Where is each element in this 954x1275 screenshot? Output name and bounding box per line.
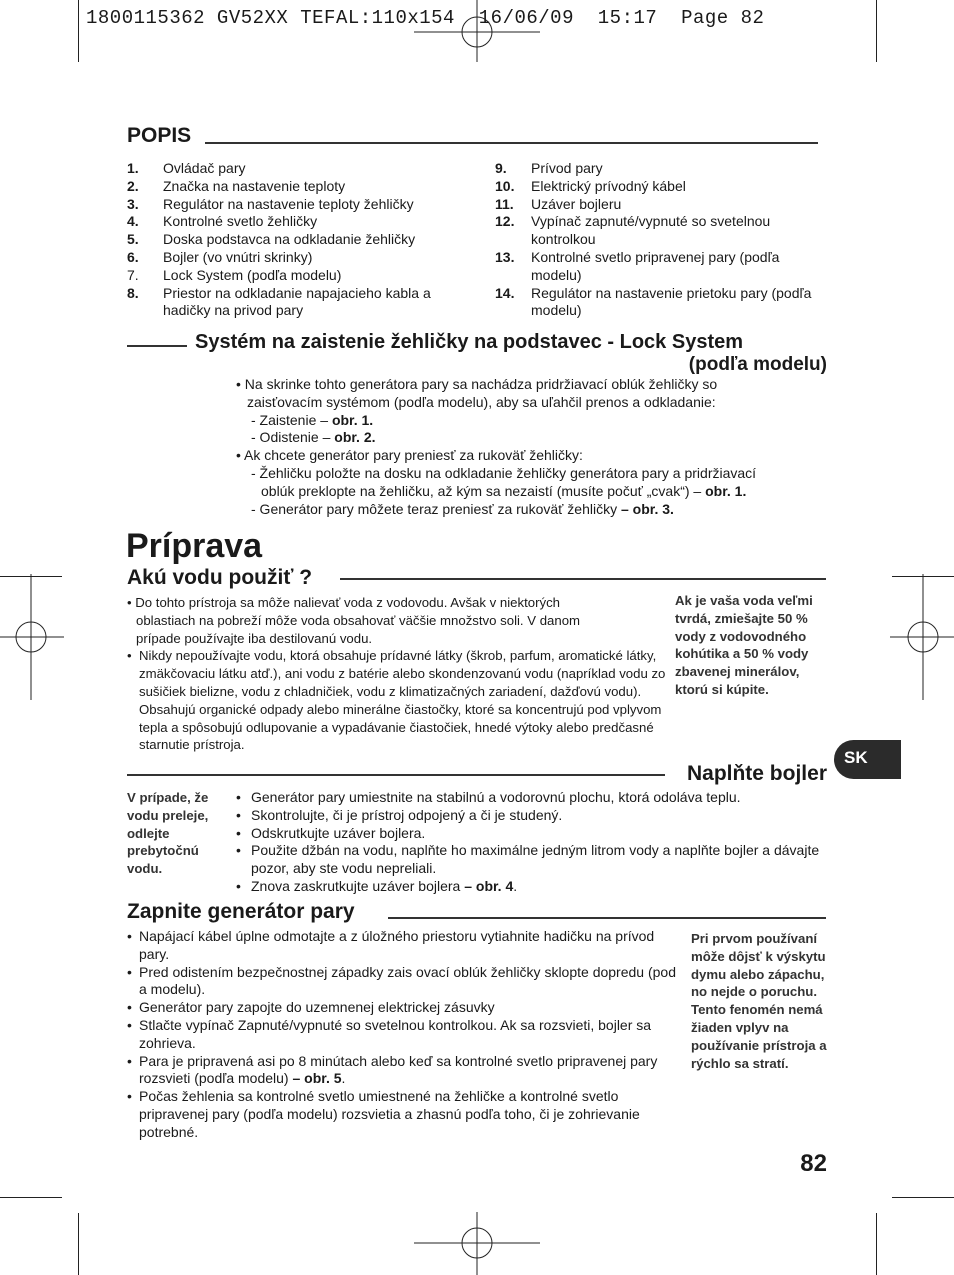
- crop-mark: [78, 0, 79, 62]
- crop-mark: [78, 1213, 79, 1275]
- list-item: 6. Bojler (vo vnútri skrinky): [127, 248, 313, 265]
- list-item: • Odskrutkujte uzáver bojlera.: [236, 824, 426, 841]
- list-item: • Generátor pary zapojte do uzemnenej elektrickej zásuvky: [127, 999, 495, 1016]
- section-rule: [340, 578, 826, 580]
- crop-mark: [892, 1197, 954, 1198]
- list-item: 11. Uzáver bojleru: [495, 195, 622, 212]
- list-item: • Znova zaskrutkujte uzáver bojlera – obr. 4.: [236, 877, 518, 894]
- list-item: • Počas žehlenia sa kontrolné svetlo umiestnené na žehličke a kontrolné svetlo pripravenej pary (podľa modelu) rozsvietia a zhasnú podľa toho, či je zohrievanie potrebné.: [127, 1088, 640, 1140]
- list-item: 3. Regulátor na nastavenie teploty žehličky: [127, 195, 414, 212]
- registration-mark-right: [890, 574, 954, 700]
- section-rule: [205, 142, 818, 144]
- registration-mark-bottom: [414, 1212, 540, 1275]
- section-rule: [127, 345, 187, 347]
- crop-mark: [876, 0, 877, 62]
- registration-mark-left: [0, 574, 64, 700]
- parts-list-left: [127, 160, 467, 320]
- list-item: • Generátor pary umiestnite na stabilnú a vodorovnú plochu, ktorá odoláva teplu.: [236, 789, 741, 805]
- voda-side-note: Ak je vaša voda veľmi tvrdá, zmiešajte 50 % vody z vodovodného kohútika a 50 % vody zbavenej minerálov, ktorú si kúpite.: [675, 593, 813, 697]
- crop-mark: [0, 1197, 62, 1198]
- section-title-popis: POPIS: [127, 124, 192, 147]
- list-item: 2. Značka na nastavenie teploty: [127, 177, 346, 194]
- naplnte-list: [236, 789, 826, 896]
- section-rule: [388, 917, 826, 919]
- voda-text: • Do tohto prístroja sa môže nalievať voda z vodovodu. Avšak v niektorých oblastiach na pobreží môže voda obsahovať väčšie množstvo soli. V danom prípade používajte iba destilovanú vodu. • Nikdy nepoužívajte vodu, ktorá obsahuje prídavné látky (škrob, parfum, aromatické látky, zmäkčovaciu látku atď.), ani vodu z batérie alebo skondenzovanú vodu (napríklad vodu zo sušičiek bielizne, vodu z chladničiek, vodu z klimatizačných zariadení, dažďovú vodu). Obsahujú organické odpady alebo minerálne čiastočky, ktoré sa koncentrujú pod vplyvom tepla a spôsobujú odlupovanie a vypadávanie čiastočiek, hnedé výtoky alebo predčasné starnutie prístroja.: [127, 595, 666, 753]
- list-item: 4. Kontrolné svetlo žehličky: [127, 213, 318, 230]
- section-rule: [127, 774, 665, 776]
- parts-list-right: [495, 160, 825, 320]
- list-item: 12. Vypínač zapnuté/vypnuté so svetelnou kontrolkou: [495, 213, 771, 248]
- naplnte-side-note: V prípade, že vodu preleje, odlejte prebytočnú vodu.: [127, 790, 209, 877]
- language-tab: SK: [834, 740, 901, 779]
- section-title-naplnte: Naplňte bojler: [686, 762, 827, 785]
- zapnite-list: [127, 928, 682, 1142]
- list-item: • Použite džbán na vodu, naplňte ho maximálne jedným litrom vody a naplňte bojler a dávajte pozor, aby ste vodu nepreliali.: [236, 842, 820, 877]
- list-item: 7. Lock System (podľa modelu): [127, 266, 342, 283]
- list-item: • Stlačte vypínač Zapnuté/vypnuté so svetelnou kontrolkou. Ak sa rozsvieti, bojler sa zohrieva.: [127, 1016, 652, 1051]
- list-item: 14. Regulátor na nastavenie prietoku pary (podľa modelu): [495, 284, 812, 319]
- list-item: 10. Elektrický prívodný kábel: [495, 177, 686, 194]
- list-item: • Pred odistením bezpečnostnej západky zais ovací oblúk žehličky sklopte dopredu (pod a modelu).: [127, 963, 676, 998]
- page-title: Príprava: [126, 527, 263, 565]
- list-item: 9. Prívod pary: [495, 160, 603, 176]
- list-item: • Skontrolujte, či je prístroj odpojený a či je studený.: [236, 806, 563, 823]
- list-item: • Para je pripravená asi po 8 minútach alebo keď sa kontrolné svetlo pripravenej pary rozsvieti (podľa modelu) – obr. 5.: [127, 1052, 658, 1087]
- section-title-zapnite: Zapnite generátor pary: [127, 900, 355, 923]
- list-item: 8. Priestor na odkladanie napajacieho kabla a hadičky na privod pary: [127, 284, 431, 319]
- list-item: 5. Doska podstavca na odkladanie žehličky: [127, 231, 416, 248]
- section-title-lock-system: Systém na zaistenie žehličky na podstavec - Lock System: [195, 331, 744, 353]
- lock-system-text: • Na skrinke tohto generátora pary sa nachádza pridržiavací oblúk žehličky so zaisťovacím systémom (podľa modelu), aby sa uľahčil prenos a odkladanie: - Zaistenie – obr. 1. - Odistenie – obr. 2. • Ak chcete generátor pary preniesť za rukoväť žehličky: - Žehličku položte na dosku na odkladanie žehličky generátora pary a pridržiavací oblúk preklopte na žehličku, až kým sa nezaistí (musíte počuť „cvak“) – obr. 1. - Generátor pary môžete teraz preniesť za rukoväť žehličky – obr. 3.: [236, 376, 757, 517]
- section-subtitle: (podľa modelu): [688, 354, 827, 375]
- page-number: 82: [800, 1150, 827, 1177]
- list-item: 13. Kontrolné svetlo pripravenej pary (podľa modelu): [495, 248, 780, 283]
- list-item: 1. Ovládač pary: [127, 160, 246, 176]
- section-title-voda: Akú vodu použiť ?: [127, 566, 313, 589]
- list-item: • Napájací kábel úplne odmotajte a z úložného priestoru vytiahnite hadičku na prívod pary.: [127, 928, 655, 962]
- crop-mark: [876, 1213, 877, 1275]
- print-header: 1800115362 GV52XX TEFAL:110x154 16/06/09 15:17 Page 82: [86, 7, 765, 29]
- zapnite-side-note: Pri prvom používaní môže dôjsť k výskytu dymu alebo zápachu, no nejde o poruchu. Tento fenomén nemá žiaden vplyv na používanie prístroja a rýchlo sa stratí.: [691, 931, 827, 1071]
